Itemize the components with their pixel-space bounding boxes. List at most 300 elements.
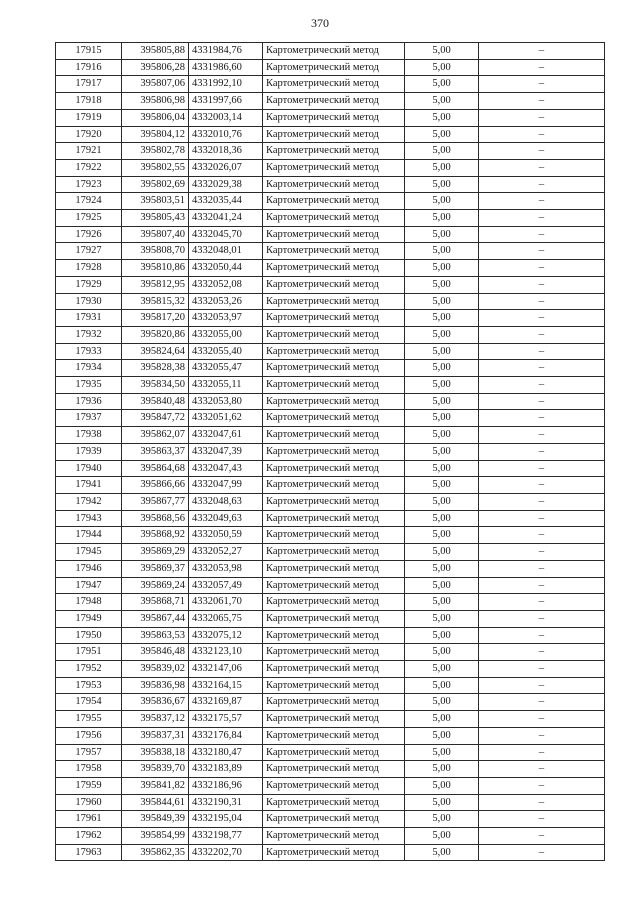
point-number-cell: 17950 [56,627,122,644]
x-coordinate-cell: 395804,12 [122,126,189,143]
note-cell: – [479,811,605,828]
point-number-cell: 17953 [56,677,122,694]
method-cell: Картометрический метод [263,711,405,728]
point-number-cell: 17955 [56,711,122,728]
note-cell: – [479,594,605,611]
table-row [56,226,605,243]
note-cell: – [479,126,605,143]
x-coordinate-cell: 395847,72 [122,410,189,427]
point-number-cell: 17961 [56,811,122,828]
note-cell: – [479,159,605,176]
point-number-cell: 17921 [56,143,122,160]
note-cell: – [479,326,605,343]
method-cell: Картометрический метод [263,93,405,110]
method-cell: Картометрический метод [263,510,405,527]
method-cell: Картометрический метод [263,109,405,126]
point-number-cell: 17957 [56,744,122,761]
x-coordinate-cell: 395834,50 [122,377,189,394]
x-coordinate-cell: 395869,29 [122,544,189,561]
method-cell: Картометрический метод [263,544,405,561]
point-number-cell: 17935 [56,377,122,394]
y-coordinate-cell: 4331997,66 [189,93,263,110]
accuracy-cell: 5,00 [405,727,479,744]
method-cell: Картометрический метод [263,260,405,277]
accuracy-cell: 5,00 [405,126,479,143]
table-row [56,477,605,494]
accuracy-cell: 5,00 [405,627,479,644]
x-coordinate-cell: 395815,32 [122,293,189,310]
x-coordinate-cell: 395869,37 [122,560,189,577]
note-cell: – [479,260,605,277]
x-coordinate-cell: 395839,02 [122,661,189,678]
x-coordinate-cell: 395802,55 [122,159,189,176]
method-cell: Картометрический метод [263,326,405,343]
table-row [56,343,605,360]
x-coordinate-cell: 395839,70 [122,761,189,778]
table-row [56,377,605,394]
x-coordinate-cell: 395844,61 [122,794,189,811]
table-row [56,59,605,76]
note-cell: – [479,226,605,243]
accuracy-cell: 5,00 [405,761,479,778]
x-coordinate-cell: 395836,98 [122,677,189,694]
point-number-cell: 17931 [56,310,122,327]
method-cell: Картометрический метод [263,844,405,861]
note-cell: – [479,460,605,477]
accuracy-cell: 5,00 [405,477,479,494]
accuracy-cell: 5,00 [405,260,479,277]
method-cell: Картометрический метод [263,460,405,477]
note-cell: – [479,661,605,678]
point-number-cell: 17934 [56,360,122,377]
point-number-cell: 17959 [56,777,122,794]
point-number-cell: 17924 [56,193,122,210]
method-cell: Картометрический метод [263,644,405,661]
point-number-cell: 17951 [56,644,122,661]
table-row [56,627,605,644]
table-row [56,761,605,778]
method-cell: Картометрический метод [263,677,405,694]
point-number-cell: 17936 [56,393,122,410]
y-coordinate-cell: 4332050,44 [189,260,263,277]
accuracy-cell: 5,00 [405,377,479,394]
accuracy-cell: 5,00 [405,93,479,110]
x-coordinate-cell: 395854,99 [122,828,189,845]
note-cell: – [479,627,605,644]
note-cell: – [479,711,605,728]
accuracy-cell: 5,00 [405,744,479,761]
method-cell: Картометрический метод [263,577,405,594]
method-cell: Картометрический метод [263,276,405,293]
note-cell: – [479,243,605,260]
y-coordinate-cell: 4332045,70 [189,226,263,243]
table-row [56,276,605,293]
table-row [56,76,605,93]
note-cell: – [479,360,605,377]
x-coordinate-cell: 395863,37 [122,443,189,460]
point-number-cell: 17917 [56,76,122,93]
accuracy-cell: 5,00 [405,393,479,410]
y-coordinate-cell: 4332047,61 [189,427,263,444]
method-cell: Картометрический метод [263,594,405,611]
x-coordinate-cell: 395806,04 [122,109,189,126]
table-row [56,360,605,377]
accuracy-cell: 5,00 [405,360,479,377]
x-coordinate-cell: 395837,12 [122,711,189,728]
y-coordinate-cell: 4332055,40 [189,343,263,360]
x-coordinate-cell: 395820,86 [122,326,189,343]
accuracy-cell: 5,00 [405,493,479,510]
method-cell: Картометрический метод [263,43,405,60]
table-row [56,93,605,110]
accuracy-cell: 5,00 [405,210,479,227]
y-coordinate-cell: 4332202,70 [189,844,263,861]
note-cell: – [479,43,605,60]
point-number-cell: 17915 [56,43,122,60]
y-coordinate-cell: 4332018,36 [189,143,263,160]
note-cell: – [479,343,605,360]
y-coordinate-cell: 4331986,60 [189,59,263,76]
point-number-cell: 17928 [56,260,122,277]
x-coordinate-cell: 395812,95 [122,276,189,293]
point-number-cell: 17922 [56,159,122,176]
accuracy-cell: 5,00 [405,594,479,611]
table-row [56,210,605,227]
note-cell: – [479,443,605,460]
method-cell: Картометрический метод [263,59,405,76]
x-coordinate-cell: 395867,77 [122,493,189,510]
x-coordinate-cell: 395808,70 [122,243,189,260]
table-row [56,243,605,260]
table-row [56,560,605,577]
accuracy-cell: 5,00 [405,59,479,76]
x-coordinate-cell: 395836,67 [122,694,189,711]
method-cell: Картометрический метод [263,811,405,828]
table-row [56,176,605,193]
table-row [56,828,605,845]
point-number-cell: 17929 [56,276,122,293]
point-number-cell: 17918 [56,93,122,110]
point-number-cell: 17933 [56,343,122,360]
point-number-cell: 17926 [56,226,122,243]
y-coordinate-cell: 4332053,80 [189,393,263,410]
y-coordinate-cell: 4332050,59 [189,527,263,544]
accuracy-cell: 5,00 [405,276,479,293]
accuracy-cell: 5,00 [405,560,479,577]
x-coordinate-cell: 395863,53 [122,627,189,644]
coordinates-table-body [56,43,605,861]
method-cell: Картометрический метод [263,744,405,761]
table-row [56,193,605,210]
table-row [56,293,605,310]
table-row [56,260,605,277]
accuracy-cell: 5,00 [405,76,479,93]
x-coordinate-cell: 395868,71 [122,594,189,611]
accuracy-cell: 5,00 [405,510,479,527]
table-row [56,844,605,861]
note-cell: – [479,410,605,427]
x-coordinate-cell: 395807,40 [122,226,189,243]
note-cell: – [479,393,605,410]
y-coordinate-cell: 4332169,87 [189,694,263,711]
method-cell: Картометрический метод [263,360,405,377]
note-cell: – [479,493,605,510]
method-cell: Картометрический метод [263,828,405,845]
method-cell: Картометрический метод [263,527,405,544]
point-number-cell: 17946 [56,560,122,577]
method-cell: Картометрический метод [263,226,405,243]
point-number-cell: 17927 [56,243,122,260]
accuracy-cell: 5,00 [405,577,479,594]
point-number-cell: 17942 [56,493,122,510]
y-coordinate-cell: 4332047,99 [189,477,263,494]
note-cell: – [479,427,605,444]
point-number-cell: 17956 [56,727,122,744]
note-cell: – [479,694,605,711]
point-number-cell: 17930 [56,293,122,310]
accuracy-cell: 5,00 [405,677,479,694]
note-cell: – [479,727,605,744]
y-coordinate-cell: 4332055,00 [189,326,263,343]
x-coordinate-cell: 395805,88 [122,43,189,60]
point-number-cell: 17939 [56,443,122,460]
accuracy-cell: 5,00 [405,343,479,360]
y-coordinate-cell: 4332183,89 [189,761,263,778]
note-cell: – [479,310,605,327]
note-cell: – [479,544,605,561]
table-row [56,393,605,410]
x-coordinate-cell: 395846,48 [122,644,189,661]
x-coordinate-cell: 395862,07 [122,427,189,444]
method-cell: Картометрический метод [263,159,405,176]
accuracy-cell: 5,00 [405,777,479,794]
point-number-cell: 17944 [56,527,122,544]
method-cell: Картометрический метод [263,293,405,310]
note-cell: – [479,744,605,761]
point-number-cell: 17940 [56,460,122,477]
method-cell: Картометрический метод [263,310,405,327]
y-coordinate-cell: 4332048,01 [189,243,263,260]
accuracy-cell: 5,00 [405,711,479,728]
point-number-cell: 17958 [56,761,122,778]
table-row [56,126,605,143]
y-coordinate-cell: 4332047,39 [189,443,263,460]
y-coordinate-cell: 4332186,96 [189,777,263,794]
y-coordinate-cell: 4332051,62 [189,410,263,427]
y-coordinate-cell: 4332055,11 [189,377,263,394]
table-row [56,43,605,60]
x-coordinate-cell: 395868,92 [122,527,189,544]
method-cell: Картометрический метод [263,560,405,577]
x-coordinate-cell: 395849,39 [122,811,189,828]
y-coordinate-cell: 4332053,98 [189,560,263,577]
table-row [56,510,605,527]
note-cell: – [479,560,605,577]
method-cell: Картометрический метод [263,427,405,444]
x-coordinate-cell: 395824,64 [122,343,189,360]
y-coordinate-cell: 4332052,27 [189,544,263,561]
table-row [56,711,605,728]
note-cell: – [479,176,605,193]
x-coordinate-cell: 395868,56 [122,510,189,527]
y-coordinate-cell: 4332053,26 [189,293,263,310]
table-row [56,544,605,561]
y-coordinate-cell: 4332053,97 [189,310,263,327]
method-cell: Картометрический метод [263,393,405,410]
method-cell: Картометрический метод [263,410,405,427]
accuracy-cell: 5,00 [405,243,479,260]
table-row [56,109,605,126]
table-row [56,744,605,761]
point-number-cell: 17937 [56,410,122,427]
accuracy-cell: 5,00 [405,293,479,310]
table-row [56,159,605,176]
accuracy-cell: 5,00 [405,610,479,627]
table-row [56,427,605,444]
table-row [56,794,605,811]
y-coordinate-cell: 4332075,12 [189,627,263,644]
method-cell: Картометрический метод [263,377,405,394]
y-coordinate-cell: 4332003,14 [189,109,263,126]
method-cell: Картометрический метод [263,76,405,93]
table-row [56,310,605,327]
method-cell: Картометрический метод [263,126,405,143]
table-row [56,326,605,343]
accuracy-cell: 5,00 [405,460,479,477]
table-row [56,443,605,460]
x-coordinate-cell: 395807,06 [122,76,189,93]
x-coordinate-cell: 395806,98 [122,93,189,110]
point-number-cell: 17932 [56,326,122,343]
accuracy-cell: 5,00 [405,811,479,828]
x-coordinate-cell: 395841,82 [122,777,189,794]
x-coordinate-cell: 395805,43 [122,210,189,227]
y-coordinate-cell: 4332175,57 [189,711,263,728]
x-coordinate-cell: 395803,51 [122,193,189,210]
accuracy-cell: 5,00 [405,410,479,427]
y-coordinate-cell: 4332164,15 [189,677,263,694]
x-coordinate-cell: 395869,24 [122,577,189,594]
y-coordinate-cell: 4332041,24 [189,210,263,227]
accuracy-cell: 5,00 [405,226,479,243]
method-cell: Картометрический метод [263,727,405,744]
accuracy-cell: 5,00 [405,109,479,126]
accuracy-cell: 5,00 [405,443,479,460]
table-row [56,527,605,544]
y-coordinate-cell: 4332190,31 [189,794,263,811]
accuracy-cell: 5,00 [405,159,479,176]
point-number-cell: 17923 [56,176,122,193]
point-number-cell: 17952 [56,661,122,678]
table-row [56,143,605,160]
method-cell: Картометрический метод [263,143,405,160]
x-coordinate-cell: 395866,66 [122,477,189,494]
x-coordinate-cell: 395864,68 [122,460,189,477]
point-number-cell: 17920 [56,126,122,143]
method-cell: Картометрический метод [263,477,405,494]
point-number-cell: 17947 [56,577,122,594]
point-number-cell: 17925 [56,210,122,227]
y-coordinate-cell: 4332035,44 [189,193,263,210]
note-cell: – [479,677,605,694]
method-cell: Картометрический метод [263,661,405,678]
table-row [56,811,605,828]
method-cell: Картометрический метод [263,761,405,778]
point-number-cell: 17943 [56,510,122,527]
y-coordinate-cell: 4332061,70 [189,594,263,611]
table-row [56,677,605,694]
y-coordinate-cell: 4332049,63 [189,510,263,527]
x-coordinate-cell: 395817,20 [122,310,189,327]
point-number-cell: 17963 [56,844,122,861]
y-coordinate-cell: 4332057,49 [189,577,263,594]
page-number: 370 [311,16,329,30]
table-row [56,577,605,594]
method-cell: Картометрический метод [263,210,405,227]
y-coordinate-cell: 4332052,08 [189,276,263,293]
method-cell: Картометрический метод [263,794,405,811]
y-coordinate-cell: 4332195,04 [189,811,263,828]
y-coordinate-cell: 4332010,76 [189,126,263,143]
table-row [56,777,605,794]
y-coordinate-cell: 4332065,75 [189,610,263,627]
note-cell: – [479,59,605,76]
point-number-cell: 17919 [56,109,122,126]
x-coordinate-cell: 395810,86 [122,260,189,277]
accuracy-cell: 5,00 [405,527,479,544]
accuracy-cell: 5,00 [405,661,479,678]
y-coordinate-cell: 4332047,43 [189,460,263,477]
method-cell: Картометрический метод [263,777,405,794]
note-cell: – [479,109,605,126]
method-cell: Картометрический метод [263,627,405,644]
table-row [56,644,605,661]
y-coordinate-cell: 4332147,06 [189,661,263,678]
y-coordinate-cell: 4332123,10 [189,644,263,661]
table-row [56,594,605,611]
table-row [56,661,605,678]
x-coordinate-cell: 395802,69 [122,176,189,193]
method-cell: Картометрический метод [263,243,405,260]
accuracy-cell: 5,00 [405,694,479,711]
note-cell: – [479,527,605,544]
point-number-cell: 17954 [56,694,122,711]
point-number-cell: 17945 [56,544,122,561]
accuracy-cell: 5,00 [405,43,479,60]
x-coordinate-cell: 395840,48 [122,393,189,410]
method-cell: Картометрический метод [263,176,405,193]
note-cell: – [479,577,605,594]
note-cell: – [479,93,605,110]
y-coordinate-cell: 4332055,47 [189,360,263,377]
y-coordinate-cell: 4331984,76 [189,43,263,60]
point-number-cell: 17949 [56,610,122,627]
note-cell: – [479,210,605,227]
accuracy-cell: 5,00 [405,326,479,343]
x-coordinate-cell: 395862,35 [122,844,189,861]
point-number-cell: 17941 [56,477,122,494]
accuracy-cell: 5,00 [405,193,479,210]
accuracy-cell: 5,00 [405,427,479,444]
note-cell: – [479,76,605,93]
point-number-cell: 17916 [56,59,122,76]
y-coordinate-cell: 4332176,84 [189,727,263,744]
note-cell: – [479,610,605,627]
point-number-cell: 17948 [56,594,122,611]
y-coordinate-cell: 4332048,63 [189,493,263,510]
point-number-cell: 17962 [56,828,122,845]
accuracy-cell: 5,00 [405,143,479,160]
